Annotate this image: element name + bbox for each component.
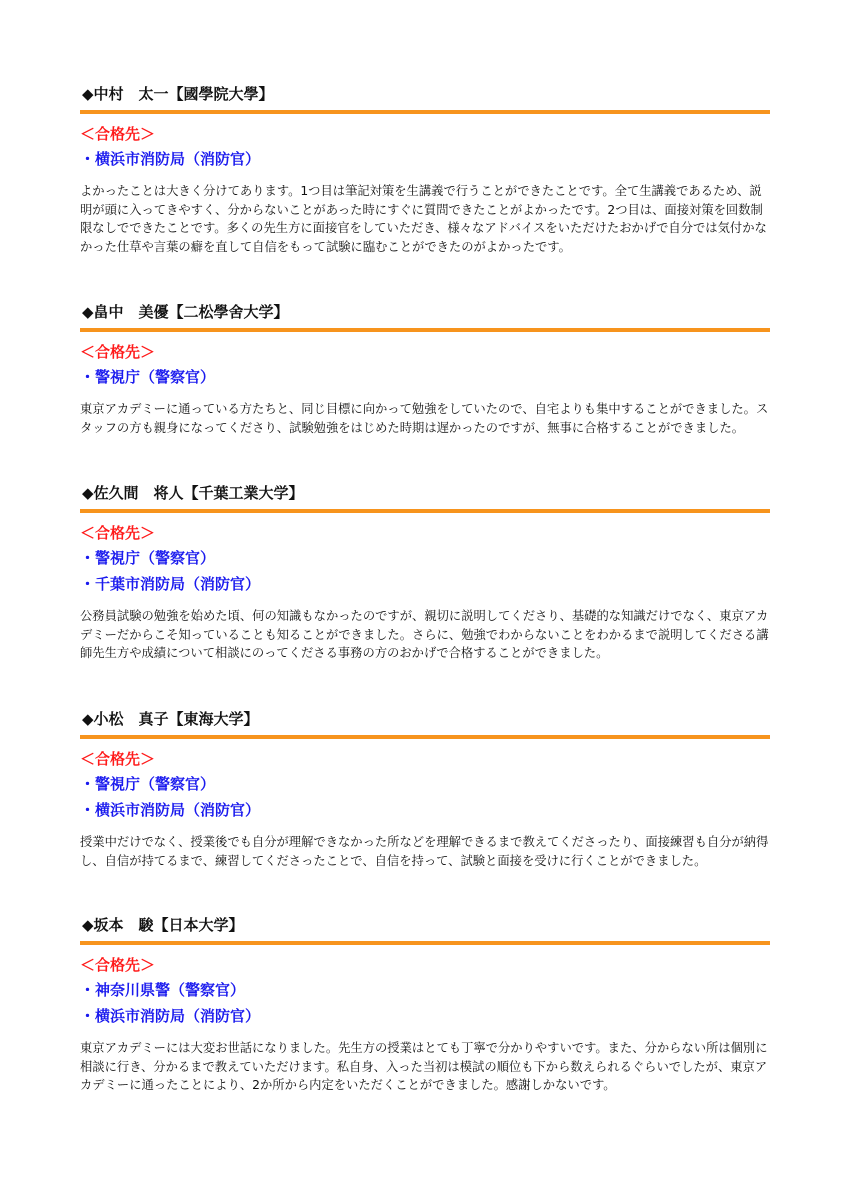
student-heading: ◆中村 太一【國學院大學】 xyxy=(82,85,274,103)
destination-item: ・警視庁（警察官） xyxy=(80,775,216,793)
testimonial-text: よかったことは大きく分けてあります。1つ目は筆記対策を生講義で行うことができたことです。全て生講義であるため、説明が頭に入ってきやすく、分からないことがあった時にすぐに質問できたことがよかったです。2つ目は、面接対策を回数制限なしでできたことです。多くの先生方に面接官をしていただき、様々なアドバイスをいただけたおかげで自分では気付かなかった仕草や言葉の癖を直して自信をもって試験に臨むことができたのがよかったです。 xyxy=(80,184,767,254)
testimonial-entry xyxy=(80,913,770,1095)
student-heading: ◆畠中 美優【二松學舍大学】 xyxy=(82,303,289,321)
section-divider xyxy=(80,328,770,332)
destination-label: ＜合格先＞ xyxy=(80,956,156,974)
testimonial-text: 東京アカデミーには大変お世話になりました。先生方の授業はとても丁寧で分かりやすいです。また、分からない所は個別に相談に行き、分かるまで教えていただけます。私自身、入った当初は模試の順位も下から数えられるぐらいでしたが、東京アカデミーに通ったことにより、2か所から内定をいただくことができました。感謝しかないです。 xyxy=(80,1041,768,1092)
destination-label: ＜合格先＞ xyxy=(80,343,156,361)
destination-item: ・千葉市消防局（消防官） xyxy=(80,575,261,593)
destination-item: ・横浜市消防局（消防官） xyxy=(80,801,261,819)
testimonial-entry xyxy=(80,300,770,437)
section-divider xyxy=(80,941,770,945)
destination-item: ・横浜市消防局（消防官） xyxy=(80,1007,261,1025)
testimonial-entry xyxy=(80,82,770,256)
destination-label: ＜合格先＞ xyxy=(80,125,156,143)
testimonial-entry xyxy=(80,707,770,870)
testimonial-text: 東京アカデミーに通っている方たちと、同じ目標に向かって勉強をしていたので、自宅よりも集中することができました。スタッフの方も親身になってくださり、試験勉強をはじめた時期は遅かったのですが、無事に合格することができました。 xyxy=(80,402,769,435)
section-divider xyxy=(80,110,770,114)
student-heading: ◆坂本 駿【日本大学】 xyxy=(82,916,244,934)
destination-item: ・横浜市消防局（消防官） xyxy=(80,150,261,168)
destination-item: ・神奈川県警（警察官） xyxy=(80,981,246,999)
section-divider xyxy=(80,509,770,513)
section-divider xyxy=(80,735,770,739)
destination-item: ・警視庁（警察官） xyxy=(80,368,216,386)
testimonial-entry xyxy=(80,481,770,663)
destination-item: ・警視庁（警察官） xyxy=(80,549,216,567)
student-heading: ◆小松 真子【東海大学】 xyxy=(82,710,259,728)
testimonial-text: 公務員試験の勉強を始めた頃、何の知識もなかったのですが、親切に説明してくださり、基礎的な知識だけでなく、東京アカデミーだからこそ知っていることも知ることができました。さらに、勉強でわからないことをわかるまで説明してくださる講師先生方や成績について相談にのってくださる事務の方のおかげで合格することができました。 xyxy=(80,609,769,660)
destination-label: ＜合格先＞ xyxy=(80,524,156,542)
testimonial-text: 授業中だけでなく、授業後でも自分が理解できなかった所などを理解できるまで教えてくださったり、面接練習も自分が納得し、自信が持てるまで、練習してくださったことで、自信を持って、試験と面接を受けに行くことができました。 xyxy=(80,835,769,868)
destination-label: ＜合格先＞ xyxy=(80,750,156,768)
student-heading: ◆佐久間 将人【千葉工業大学】 xyxy=(82,484,304,502)
